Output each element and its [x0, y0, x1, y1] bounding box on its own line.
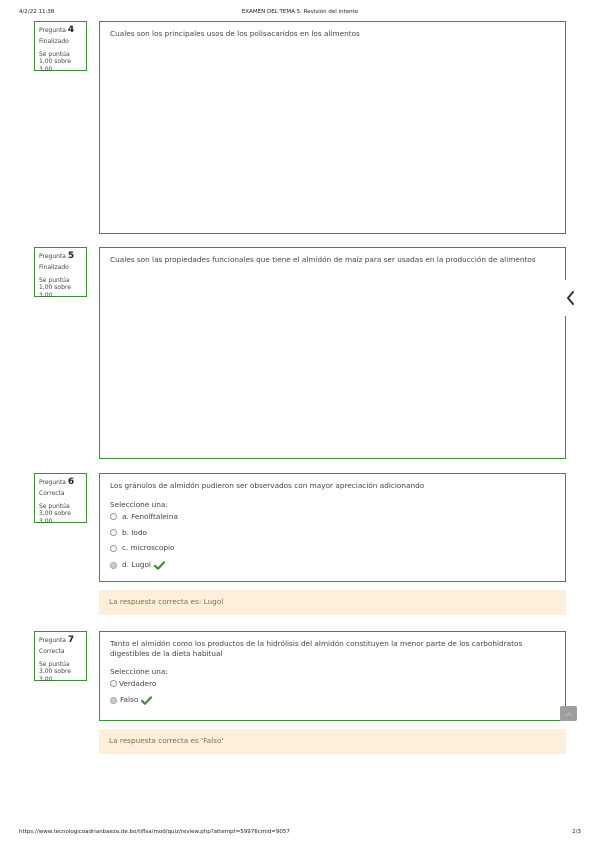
- question-mark: Se puntúa 3,00 sobre 3,00: [39, 502, 71, 525]
- print-url: https://www.tecnologicoadrianbaeza.de.bo/tiflsa/mod/quiz/review.php?attempt=59976cmid=9057: [19, 829, 290, 835]
- question-info-5: [34, 247, 87, 297]
- question-info-6: [34, 473, 87, 523]
- question-number-value: 6: [67, 477, 75, 487]
- question-status: Finalizado: [39, 38, 69, 46]
- question-status: Correcta: [39, 490, 65, 498]
- option-label: d. Lugol: [122, 560, 151, 570]
- answer-option-b[interactable]: [110, 528, 555, 538]
- question-label: Pregunta: [39, 253, 66, 260]
- print-datetime: 4/2/22 11:38: [19, 9, 55, 15]
- question-text: Tanto el almidón como los productos de la hidrólisis del almidón constituyen la menor parte de los carbohidratos digestibles de la dieta habitual: [110, 639, 523, 658]
- option-label: Falso: [120, 695, 139, 705]
- question-number: [39, 635, 82, 646]
- question-number: [39, 25, 82, 36]
- option-label: c. microscopio: [122, 543, 175, 553]
- question-text: Cuales son los principales usos de los polisacaridos en los alimentos: [110, 29, 360, 38]
- question-number-value: 4: [67, 25, 75, 35]
- print-page-number: 2/3: [572, 829, 581, 835]
- option-label: a. Fenolftaleina: [122, 511, 178, 521]
- answer-option-a[interactable]: [110, 512, 555, 522]
- question-text: Los gránulos de almidón pudieron ser observados con mayor apreciación adicionando: [110, 481, 425, 490]
- question-box-4: [99, 21, 566, 234]
- question-mark: Se puntúa 1,00 sobre 3,00: [39, 50, 71, 73]
- question-status: Finalizado: [39, 264, 69, 272]
- select-label: Seleccione una:: [110, 499, 168, 509]
- answer-option-d[interactable]: [110, 560, 555, 570]
- question-status: Correcta: [39, 648, 65, 656]
- checkmark-icon: [154, 561, 165, 570]
- answer-option-true[interactable]: [110, 679, 555, 689]
- chevron-left-icon: [566, 291, 575, 305]
- option-label: b. Iodo: [122, 527, 147, 537]
- feedback-correct-answer: La respuesta correcta es 'Falso': [99, 729, 566, 754]
- radio-button[interactable]: [110, 513, 117, 520]
- print-title: EXAMEN DEL TEMA 5: Revisión del intento: [241, 9, 359, 15]
- answer-option-false[interactable]: [110, 695, 555, 705]
- question-info-7: [34, 631, 87, 681]
- question-text: Cuales son las propiedades funcionales que tiene el almidón de maíz para ser usadas en la producción de alimentos: [110, 255, 536, 264]
- question-box-7: [99, 631, 566, 721]
- question-info-4: [34, 21, 87, 71]
- checkmark-icon: [141, 696, 152, 705]
- question-mark: Se puntúa 3,00 sobre 3,00: [39, 660, 71, 683]
- question-number: [39, 477, 82, 488]
- option-label: Verdadero: [119, 678, 157, 688]
- question-label: Pregunta: [39, 637, 66, 644]
- question-number-value: 7: [67, 635, 75, 645]
- question-number: [39, 251, 82, 262]
- radio-button[interactable]: [110, 680, 117, 687]
- question-mark: Se puntúa 1,00 sobre 3,00: [39, 276, 71, 299]
- radio-button-selected[interactable]: [110, 697, 117, 704]
- chevron-up-icon: [565, 711, 573, 717]
- radio-button[interactable]: [110, 529, 117, 536]
- question-label: Pregunta: [39, 27, 66, 34]
- question-number-value: 5: [67, 251, 75, 261]
- question-box-6: [99, 473, 566, 582]
- feedback-correct-answer: La respuesta correcta es: Lugol: [99, 590, 566, 615]
- back-to-top-button[interactable]: [560, 706, 577, 721]
- question-label: Pregunta: [39, 479, 66, 486]
- answer-option-c[interactable]: [110, 543, 555, 553]
- select-label: Seleccione una:: [110, 666, 168, 676]
- radio-button[interactable]: [110, 545, 117, 552]
- drawer-toggle[interactable]: [560, 280, 580, 316]
- question-box-5: [99, 247, 566, 459]
- radio-button-selected[interactable]: [110, 562, 117, 569]
